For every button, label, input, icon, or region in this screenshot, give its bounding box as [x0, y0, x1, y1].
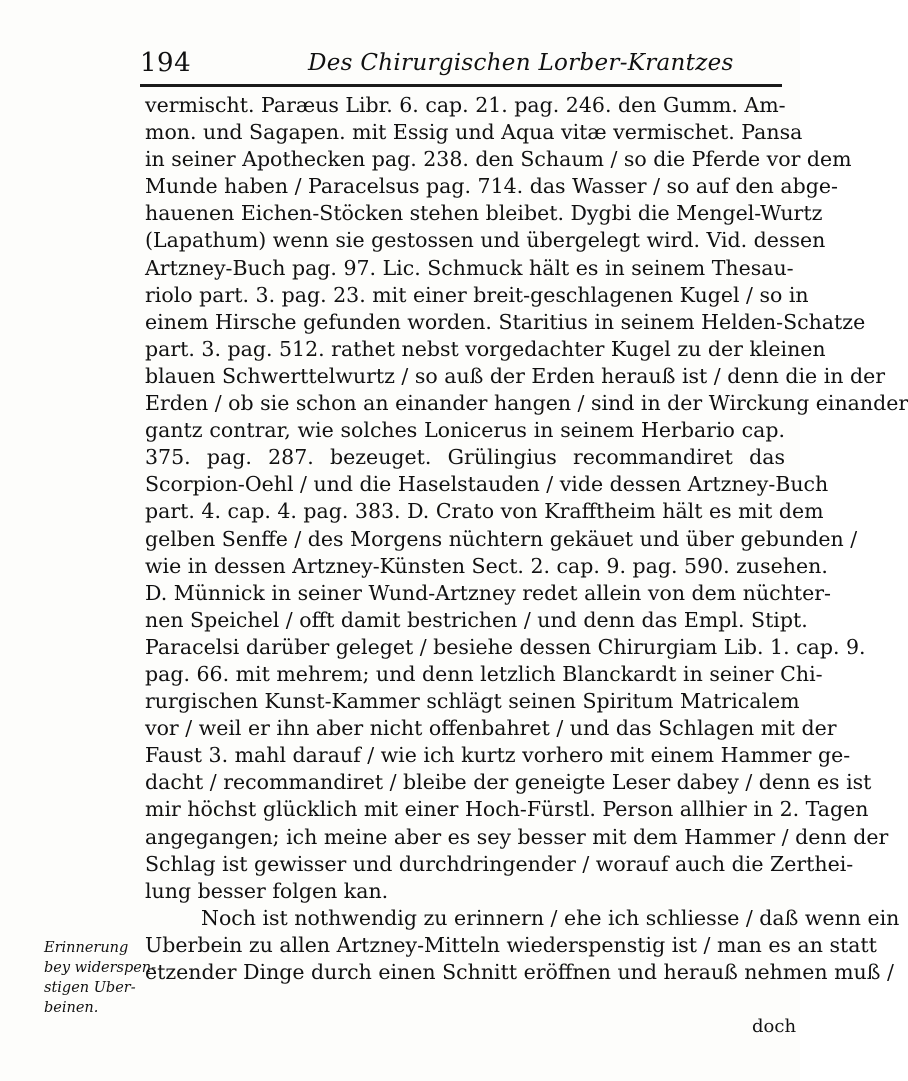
text-line: vermischt. Paræus Libr. 6. cap. 21. pag. 246. den Gumm. Am- [145, 93, 786, 117]
text-line: D. Münnick in seiner Wund-Artzney redet allein von dem nüchter- [145, 580, 831, 605]
text-line: gantz contrar, wie solches Lonicerus in seinem Herbario cap. [145, 418, 785, 443]
text-line: wie in dessen Artzney-Künsten Sect. 2. cap. 9. pag. 590. zusehen. [145, 553, 828, 578]
text-line: part. 3. pag. 512. rathet nebst vorgedachter Kugel zu der kleinen [145, 336, 826, 361]
text-line: Munde haben / Paracelsus pag. 714. das Wasser / so auf den abge- [145, 174, 838, 199]
text-line: riolo part. 3. pag. 23. mit einer breit-geschlagenen Kugel / so in [145, 282, 809, 307]
text-line: pag. 66. mit mehrem; und denn letzlich Blanckardt in seiner Chi- [145, 661, 823, 686]
text-line: Scorpion-Oehl / und die Haselstauden / vide dessen Artzney-Buch [145, 472, 829, 497]
text-line: blauen Schwerttelwurtz / so auß der Erden herauß ist / denn die in der [145, 363, 886, 388]
text-line: Artzney-Buch pag. 97. Lic. Schmuck hält es in seinem Thesau- [145, 255, 794, 280]
text-line: hauenen Eichen-Stöcken stehen bleibet. Dygbi die Mengel-Wurtz [145, 201, 823, 226]
text-line: rurgischen Kunst-Kammer schlägt seinen Spiritum Matricalem [145, 689, 800, 714]
page-number: 194 [140, 48, 192, 78]
text-line: mir höchst glücklich mit einer Hoch-Fürstl. Person allhier in 2. Tagen [145, 797, 869, 822]
text-line: mon. und Sagapen. mit Essig und Aqua vitæ vermischet. Pansa [145, 120, 803, 145]
marginal-note-line: Erinnerung [44, 940, 129, 956]
text-line: angegangen; ich meine aber es sey besser mit dem Hammer / denn der [145, 824, 889, 849]
text-line: nen Speichel / offt damit bestrichen / und denn das Empl. Stipt. [145, 607, 808, 632]
marginal-note-line: bey widerspen- [44, 960, 157, 976]
text-line: Uberbein zu allen Artzney-Mitteln wiederspenstig ist / man es an statt [145, 932, 877, 957]
text-line: einem Hirsche gefunden worden. Staritius in seinem Helden-Schatze [145, 309, 866, 334]
text-line: part. 4. cap. 4. pag. 383. D. Crato von Krafftheim hält es mit dem [145, 499, 824, 524]
text-line: Faust 3. mahl darauf / wie ich kurtz vorhero mit einem Hammer ge- [145, 743, 851, 768]
text-line: Schlag ist gewisser und durchdringender / worauf auch die Zerthei- [145, 851, 854, 876]
marginal-note [44, 938, 157, 1018]
marginal-note-line: stigen Uber- [44, 980, 136, 996]
text-line: 375. pag. 287. bezeuget. Grülingius recommandiret das [145, 445, 785, 470]
page-header [140, 48, 780, 78]
text-line-paragraph-start: Noch ist nothwendig zu erinnern / ehe ich schliesse / daß wenn ein [201, 905, 900, 930]
text-line: vor / weil er ihn aber nicht offenbahret / und das Schlagen mit der [145, 716, 837, 741]
text-line: Paracelsi darüber geleget / besiehe dessen Chirurgiam Lib. 1. cap. 9. [145, 634, 866, 659]
text-line: gelben Senffe / des Morgens nüchtern gekäuet und über gebunden / [145, 526, 858, 551]
text-line: etzender Dinge durch einen Schnitt eröffnen und herauß nehmen muß / [145, 960, 894, 984]
text-line: in seiner Apothecken pag. 238. den Schaum / so die Pferde vor dem [145, 147, 852, 172]
text-line: dacht / recommandiret / bleibe der geneigte Leser dabey / denn es ist [145, 770, 872, 795]
text-line: Erden / ob sie schon an einander hangen / sind in der Wirckung einander [145, 391, 908, 416]
running-title: Des Chirurgischen Lorber-Krantzes [308, 50, 734, 76]
text-line-paragraph-end: lung besser folgen kan. [145, 878, 389, 903]
catchword: doch [752, 1016, 797, 1037]
body-text [145, 92, 908, 986]
marginal-note-line: beinen. [44, 1000, 99, 1016]
header-rule [140, 84, 782, 87]
text-line: (Lapathum) wenn sie gestossen und übergelegt wird. Vid. dessen [145, 228, 826, 253]
